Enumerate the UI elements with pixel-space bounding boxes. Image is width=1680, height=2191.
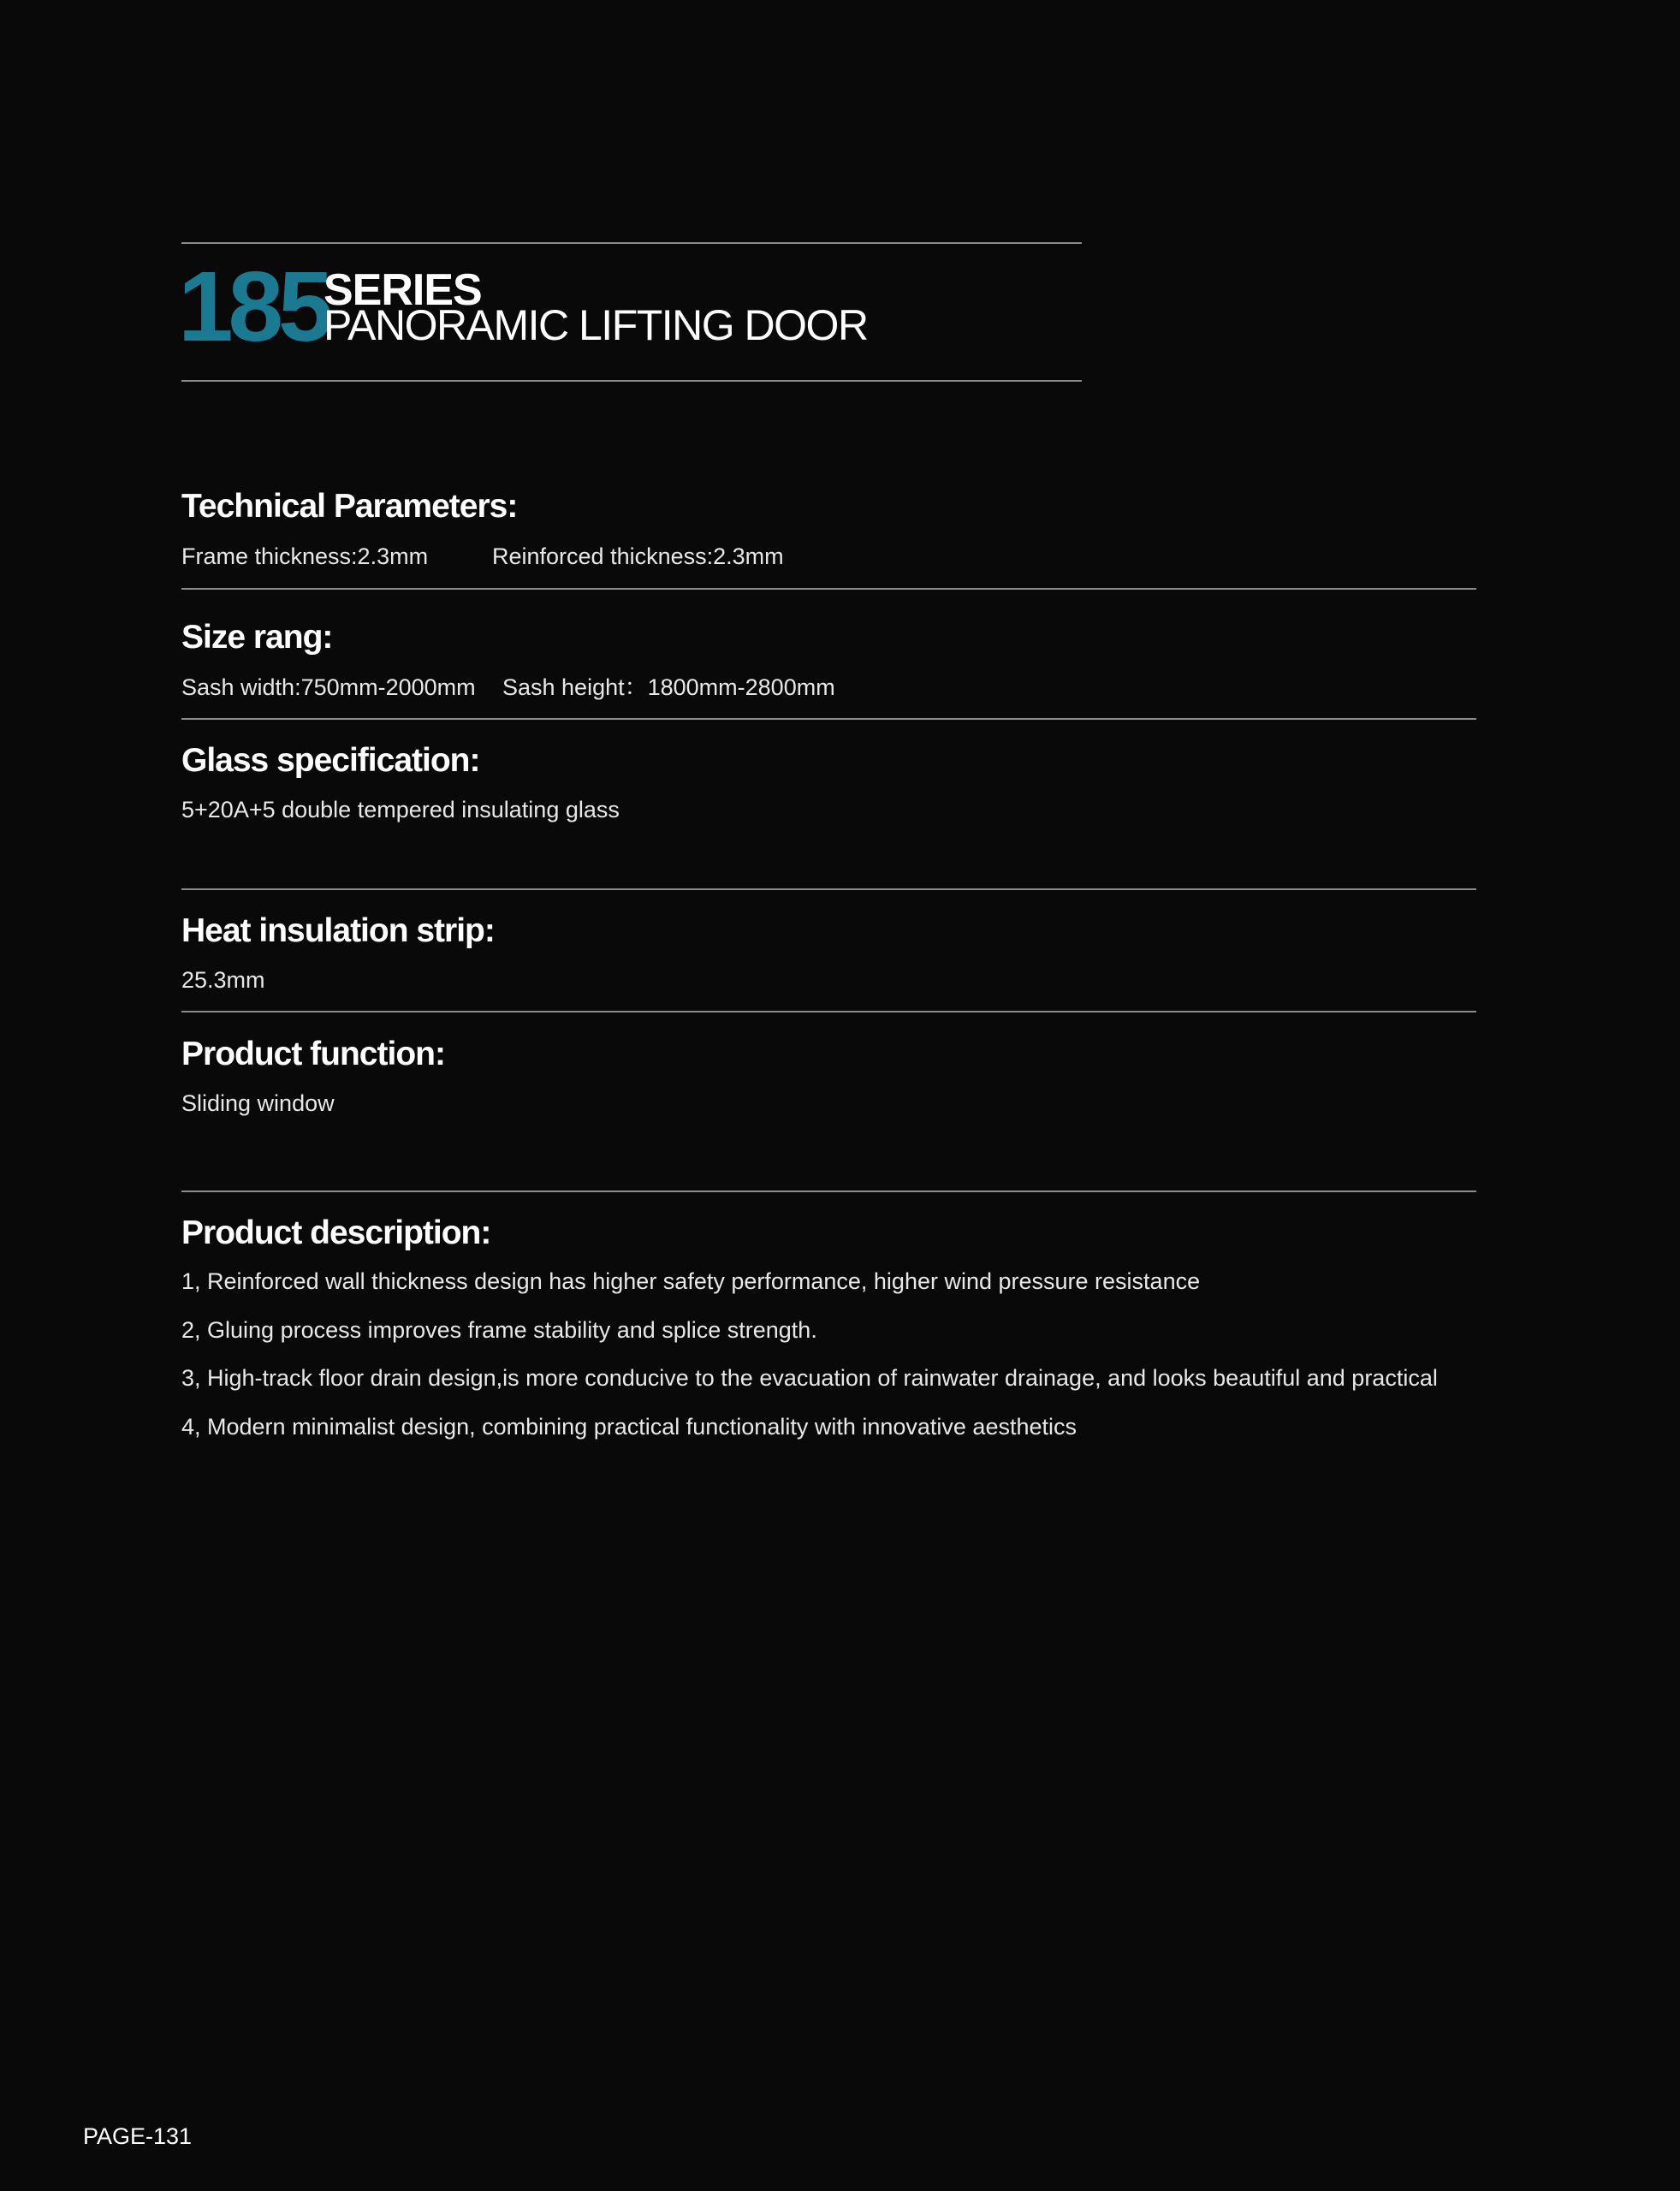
page-number: PAGE-131: [83, 2123, 193, 2149]
product-name: PANORAMIC LIFTING DOOR: [324, 301, 868, 349]
reinforced-thickness: Reinforced thickness:2.3mm: [492, 543, 784, 569]
section-divider: [181, 1011, 1476, 1012]
section-divider: [181, 718, 1476, 720]
description-item: 2, Gluing process improves frame stability and splice strength.: [181, 1317, 817, 1343]
description-item: 3, High-track floor drain design,is more conducive to the evacuation of rainwater drainage, and looks beautiful and practical: [181, 1365, 1438, 1391]
sash-width: Sash width:750mm-2000mm: [181, 674, 476, 700]
frame-thickness: Frame thickness:2.3mm: [181, 543, 429, 569]
heat-strip-heading: Heat insulation strip:: [181, 912, 495, 949]
description-item: 4, Modern minimalist design, combining practical functionality with innovative aesthetics: [181, 1414, 1077, 1440]
function-value: Sliding window: [181, 1090, 335, 1116]
heat-strip-value: 25.3mm: [181, 967, 265, 993]
glass-heading: Glass specification:: [181, 742, 480, 779]
title-bottom-divider: [181, 380, 1082, 382]
series-word: SERIES: [324, 265, 482, 315]
description-item: 1, Reinforced wall thickness design has higher safety performance, higher wind pressure resistance: [181, 1268, 1201, 1294]
section-divider: [181, 888, 1476, 890]
description-heading: Product description:: [181, 1214, 491, 1251]
section-divider: [181, 588, 1476, 590]
title-top-divider: [181, 242, 1082, 244]
glass-value: 5+20A+5 double tempered insulating glass: [181, 797, 620, 822]
series-number: 185: [178, 251, 329, 362]
technical-heading: Technical Parameters:: [181, 488, 518, 525]
section-divider: [181, 1191, 1476, 1192]
sash-height: Sash height：1800mm-2800mm: [502, 674, 835, 700]
size-heading: Size rang:: [181, 619, 333, 656]
function-heading: Product function:: [181, 1036, 445, 1072]
